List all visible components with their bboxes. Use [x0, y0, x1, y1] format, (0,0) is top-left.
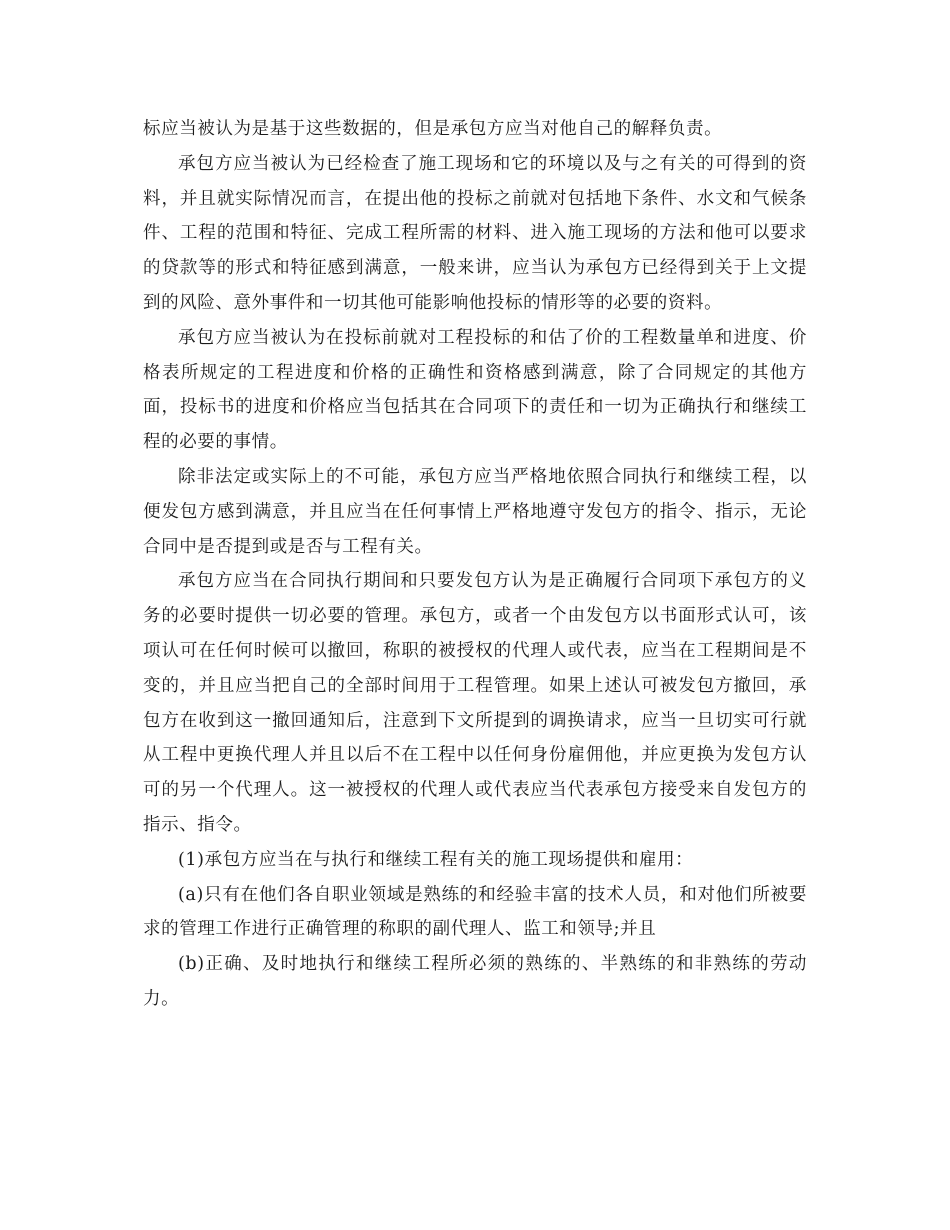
paragraph-2: 承包方应当被认为已经检查了施工现场和它的环境以及与之有关的可得到的资料，并且就实际情况而言，在提出他的投标之前就对包括地下条件、水文和气候条件、工程的范围和特征、完成工程所需的材料、进入施工现场的方法和他可以要求的贷款等的形式和特征感到满意，一般来讲，应当认为承包方已经得到关于上文提到的风险、意外事件和一切其他可能影响他投标的情形等的必要的资料。	[143, 153, 807, 313]
paragraph-7: (a)只有在他们各自职业领域是熟练的和经验丰富的技术人员，和对他们所被要求的管理工作进行正确管理的称职的副代理人、监工和领导;并且	[143, 884, 807, 940]
paragraph-1: 标应当被认为是基于这些数据的，但是承包方应当对他自己的解释负责。	[143, 119, 723, 139]
paragraph-3: 承包方应当被认为在投标前就对工程投标的和估了价的工程数量单和进度、价格表所规定的工程进度和价格的正确性和资格感到满意，除了合同规定的其他方面，投标书的进度和价格应当包括其在合同项下的责任和一切为正确执行和继续工程的必要的事情。	[143, 327, 807, 453]
document-page	[143, 112, 807, 1017]
paragraph-8: (b)正确、及时地执行和继续工程所必须的熟练的、半熟练的和非熟练的劳动力。	[143, 954, 807, 1009]
paragraph-4: 除非法定或实际上的不可能，承包方应当严格地依照合同执行和继续工程，以便发包方感到满意，并且应当在任何事情上严格地遵守发包方的指令、指示，无论合同中是否提到或是否与工程有关。	[143, 466, 807, 557]
paragraph-6: (1)承包方应当在与执行和继续工程有关的施工现场提供和雇用：	[178, 849, 694, 870]
paragraph-5: 承包方应当在合同执行期间和只要发包方认为是正确履行合同项下承包方的义务的必要时提供一切必要的管理。承包方，或者一个由发包方以书面形式认可，该项认可在任何时候可以撤回，称职的被授权的代理人或代表，应当在工程期间是不变的，并且应当把自己的全部时间用于工程管理。如果上述认可被发包方撤回，承包方在收到这一撤回通知后，注意到下文所提到的调换请求，应当一旦切实可行就从工程中更换代理人并且以后不在工程中以任何身份雇佣他，并应更换为发包方认可的另一个代理人。这一被授权的代理人或代表应当代表承包方接受来自发包方的指示、指令。	[143, 571, 807, 835]
